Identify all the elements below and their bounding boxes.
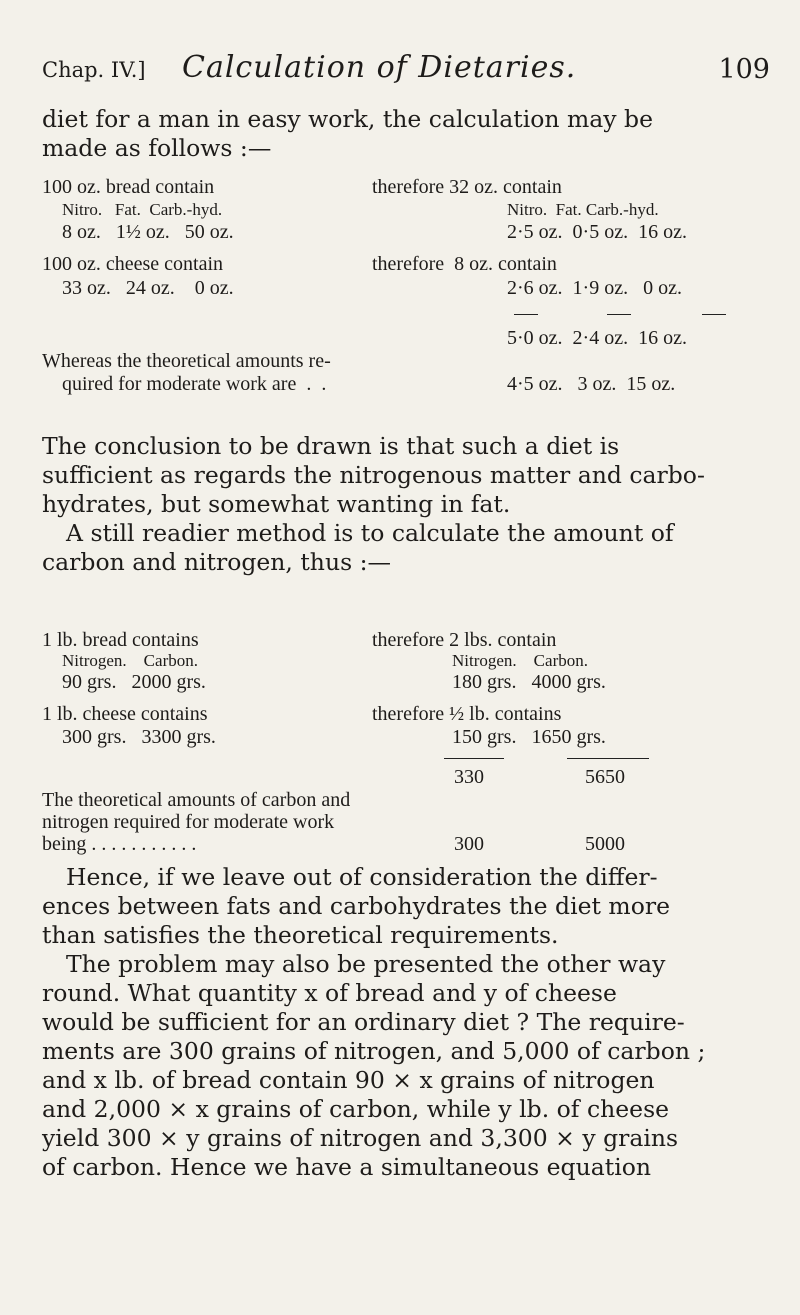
text-line: and x lb. of bread contain 90 × x grains of nitrogen xyxy=(42,1066,655,1094)
text-line: A still readier method is to calculate the amount of xyxy=(66,519,674,547)
text-line: sufficient as regards the nitrogenous matter and carbo- xyxy=(42,461,705,489)
text-line: and 2,000 × x grains of carbon, while y lb. of cheese xyxy=(42,1095,670,1123)
required-carbon: 5000 xyxy=(585,833,625,855)
theoretical-label: nitrogen required for moderate work xyxy=(42,811,335,833)
sum-rule xyxy=(702,314,726,315)
text-line: The conclusion to be drawn is that such a diet is xyxy=(42,432,620,460)
text-line: would be sufficient for an ordinary diet ? The require- xyxy=(42,1008,685,1036)
bread-values: 8 oz. 1½ oz. 50 oz. xyxy=(62,221,234,243)
cheese-heading: 1 lb. cheese contains xyxy=(42,703,208,725)
text-line: made as follows :— xyxy=(42,134,272,162)
theoretical-label: The theoretical amounts of carbon and xyxy=(42,789,351,811)
text-line: ences between fats and carbohydrates the diet more xyxy=(42,892,670,920)
column-headers: Nitro. Fat. Carb.-hyd. xyxy=(507,200,659,219)
bread-values: 90 grs. 2000 grs. xyxy=(62,671,206,693)
text-line: than satisfies the theoretical requirements. xyxy=(42,921,559,949)
text-line: carbon and nitrogen, thus :— xyxy=(42,548,392,576)
sum-rule xyxy=(444,758,504,759)
text-line: of carbon. Hence we have a simultaneous equation xyxy=(42,1153,651,1181)
theoretical-values: 4·5 oz. 3 oz. 15 oz. xyxy=(507,373,676,395)
text-line: Hence, if we leave out of consideration the differ- xyxy=(66,863,658,891)
text-line: diet for a man in easy work, the calculation may be xyxy=(42,105,653,133)
bread-scaled-values: 180 grs. 4000 grs. xyxy=(452,671,606,693)
dietary-table-grains xyxy=(42,629,762,855)
column-headers: Nitrogen. Carbon. xyxy=(452,651,588,670)
sum-rule xyxy=(607,314,631,315)
total-values: 5·0 oz. 2·4 oz. 16 oz. xyxy=(507,327,687,349)
text-line: round. What quantity x of bread and y of cheese xyxy=(42,979,617,1007)
intro-paragraph xyxy=(42,105,653,163)
dietary-table-ounces xyxy=(42,176,762,395)
column-headers: Nitrogen. Carbon. xyxy=(62,651,198,670)
bread-scaled-heading: therefore 32 oz. contain xyxy=(372,176,562,198)
bread-scaled-values: 2·5 oz. 0·5 oz. 16 oz. xyxy=(507,221,687,243)
conclusion-paragraph xyxy=(42,432,705,577)
closing-paragraph xyxy=(42,863,705,1182)
total-nitrogen: 330 xyxy=(454,766,484,788)
sum-rule xyxy=(514,314,538,315)
cheese-scaled-values: 150 grs. 1650 grs. xyxy=(452,726,606,748)
text-line: The problem may also be presented the other way xyxy=(66,950,666,978)
cheese-values: 300 grs. 3300 grs. xyxy=(62,726,216,748)
page-number: 109 xyxy=(718,54,770,85)
cheese-scaled-values: 2·6 oz. 1·9 oz. 0 oz. xyxy=(507,277,682,299)
bread-heading: 1 lb. bread contains xyxy=(42,629,199,651)
bread-heading: 100 oz. bread contain xyxy=(42,176,215,198)
required-nitrogen: 300 xyxy=(454,833,484,855)
cheese-values: 33 oz. 24 oz. 0 oz. xyxy=(62,277,234,299)
theoretical-label: quired for moderate work are . . xyxy=(62,373,327,395)
theoretical-label: being . . . . . . . . . . . xyxy=(42,833,197,855)
bread-scaled-heading: therefore 2 lbs. contain xyxy=(372,629,557,651)
chapter-label: Chap. IV.] xyxy=(42,58,146,82)
cheese-heading: 100 oz. cheese contain xyxy=(42,253,224,275)
running-head xyxy=(42,52,770,92)
text-line: hydrates, but somewhat wanting in fat. xyxy=(42,490,511,518)
column-headers: Nitro. Fat. Carb.-hyd. xyxy=(62,200,223,219)
page-title: Calculation of Dietaries. xyxy=(182,50,577,85)
theoretical-label: Whereas the theoretical amounts re- xyxy=(42,350,331,372)
total-carbon: 5650 xyxy=(585,766,625,788)
text-line: yield 300 × y grains of nitrogen and 3,300 × y grains xyxy=(42,1124,679,1152)
cheese-scaled-heading: therefore 8 oz. contain xyxy=(372,253,557,275)
text-line: ments are 300 grains of nitrogen, and 5,000 of carbon ; xyxy=(42,1037,706,1065)
sum-rule xyxy=(567,758,649,759)
cheese-scaled-heading: therefore ½ lb. contains xyxy=(372,703,562,725)
